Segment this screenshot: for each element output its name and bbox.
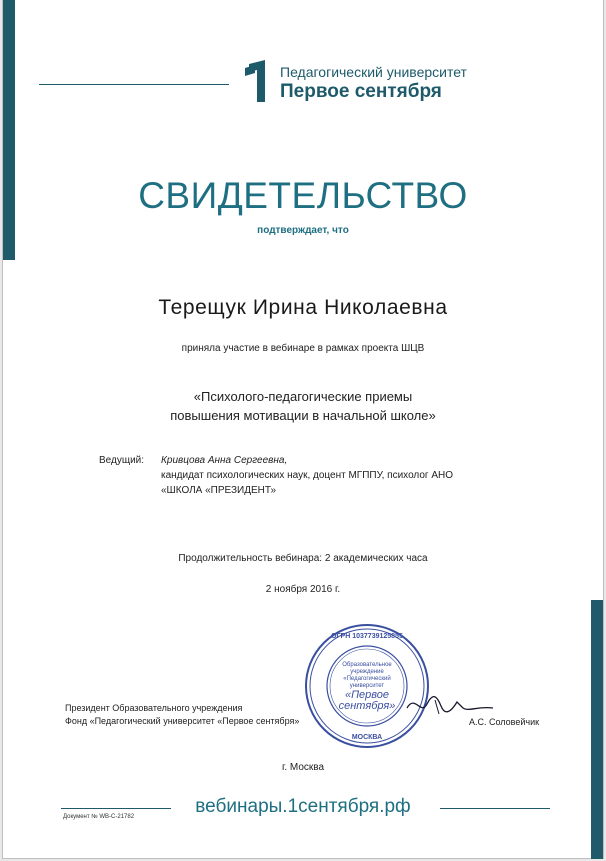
topic-line1: «Психолого-педагогические приемы: [193, 389, 413, 404]
city: г. Москва: [281, 762, 325, 773]
president-title: [65, 702, 299, 728]
svg-text:Образовательное: Образовательное: [342, 662, 392, 668]
logo-title-line1: Педагогический университет: [280, 64, 467, 80]
webinar-duration: Продолжительность вебинара: 2 академических часа: [178, 553, 428, 564]
certificate-page: [2, 0, 604, 859]
svg-text:ОГРН 1037739125855: ОГРН 1037739125855: [331, 633, 403, 640]
topic-line2: повышения мотивации в начальной школе»: [170, 408, 436, 423]
svg-text:сентября»: сентября»: [338, 700, 396, 712]
document-number: Документ № WB-C-21782: [63, 814, 135, 820]
president-line1: Президент Образовательного учреждения: [65, 703, 243, 713]
president-line2: Фонд «Педагогический университет «Первое сентября»: [65, 716, 300, 726]
header-divider: [39, 84, 229, 85]
host-title-line2: «ШКОЛА «ПРЕЗИДЕНТ»: [161, 485, 277, 496]
participation-text: приняла участие в вебинаре в рамках проекта ШЦВ: [181, 343, 425, 354]
official-stamp-icon: [303, 622, 431, 750]
svg-text:университет: университет: [349, 683, 385, 689]
recipient-name: Терещук Ирина Николаевна: [158, 296, 448, 319]
logo-title-line2: Первое сентября: [280, 81, 442, 102]
right-accent-bar: [591, 600, 603, 859]
webinar-date: 2 ноября 2016 г.: [265, 584, 341, 595]
host-details: [161, 453, 453, 498]
footer-divider-right: [440, 808, 550, 809]
university-logo-icon: [245, 60, 271, 102]
certificate-subtitle: подтверждает, что: [257, 225, 349, 236]
host-title-line1: кандидат психологических наук, доцент МГППУ, психолог АНО: [161, 470, 454, 481]
left-accent-bar: [3, 0, 15, 260]
svg-text:«Педагогический: «Педагогический: [343, 676, 391, 682]
svg-text:МОСКВА: МОСКВА: [351, 734, 383, 741]
svg-text:учреждение: учреждение: [350, 669, 384, 675]
signer-name: А.С. Соловейчик: [469, 717, 540, 727]
certificate-title: СВИДЕТЕЛЬСТВО: [138, 175, 468, 216]
webinar-topic: [3, 387, 603, 425]
signature-icon: [405, 692, 495, 718]
host-name: Кривцова Анна Сергеевна,: [161, 455, 288, 466]
website-link[interactable]: вебинары.1сентября.рф: [195, 796, 411, 817]
svg-text:«Первое: «Первое: [344, 689, 390, 701]
host-label: Ведущий:: [99, 455, 145, 466]
